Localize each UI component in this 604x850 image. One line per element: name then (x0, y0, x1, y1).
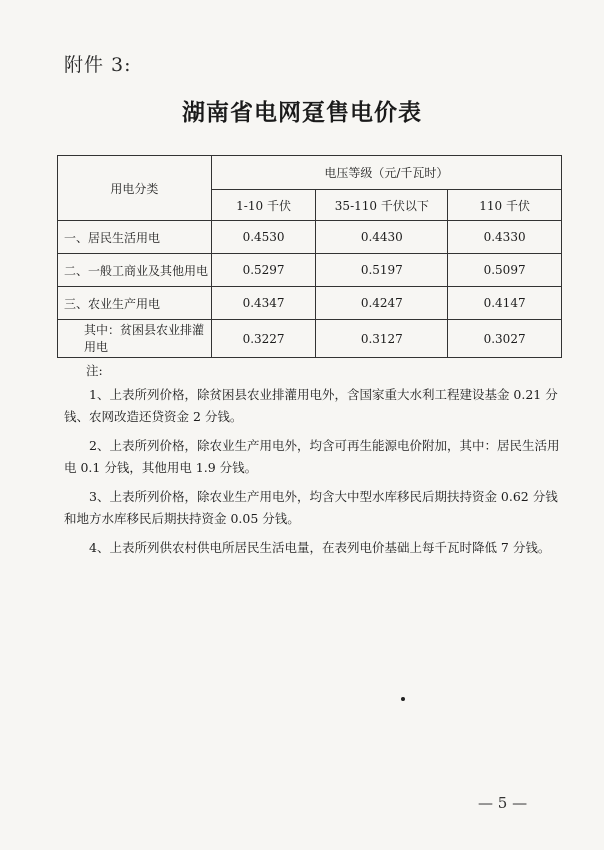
row-category: 二、一般工商业及其他用电 (58, 254, 212, 287)
voltage-header: 电压等级（元/千瓦时） (211, 156, 561, 190)
row-category: 三、农业生产用电 (58, 287, 212, 320)
tariff-table (57, 155, 562, 358)
note-item: 1、上表所列价格，除贫困县农业排灌用电外，含国家重大水利工程建设基金 0.21 分钱、农网改造还贷资金 2 分钱。 (64, 387, 558, 424)
price-cell: 0.4347 (211, 287, 316, 320)
page-number: — 5 — (478, 794, 528, 812)
table-row (58, 254, 562, 287)
price-cell: 0.5197 (316, 254, 448, 287)
table-header-row (58, 156, 562, 190)
table-row (58, 320, 562, 358)
price-cell: 0.4147 (448, 287, 562, 320)
document-title: 湖南省电网趸售电价表 (182, 99, 422, 126)
category-header: 用电分类 (58, 156, 212, 221)
attachment-label: 附件 3: (64, 54, 132, 76)
voltage-column-2: 35-110 千伏以下 (316, 190, 448, 221)
notes-label: 注: (86, 363, 103, 378)
price-cell: 0.4247 (316, 287, 448, 320)
table-row (58, 221, 562, 254)
table-row (58, 287, 562, 320)
price-cell: 0.4330 (448, 221, 562, 254)
row-category: 一、居民生活用电 (58, 221, 212, 254)
price-cell: 0.3027 (448, 320, 562, 358)
scan-speck (401, 697, 405, 701)
price-cell: 0.5097 (448, 254, 562, 287)
row-category: 其中：贫困县农业排灌用电 (58, 320, 212, 358)
price-cell: 0.3127 (316, 320, 448, 358)
notes-section (64, 360, 564, 566)
note-item: 3、上表所列价格，除农业生产用电外，均含大中型水库移民后期扶持资金 0.62 分钱和地方水库移民后期扶持资金 0.05 分钱。 (64, 489, 558, 526)
price-cell: 0.5297 (211, 254, 316, 287)
price-cell: 0.4530 (211, 221, 316, 254)
voltage-column-1: 1-10 千伏 (211, 190, 316, 221)
voltage-column-3: 110 千伏 (448, 190, 562, 221)
note-item: 4、上表所列供农村供电所居民生活电量，在表列电价基础上每千瓦时降低 7 分钱。 (89, 540, 551, 555)
note-item: 2、上表所列价格，除农业生产用电外，均含可再生能源电价附加，其中：居民生活用电 0.1 分钱，其他用电 1.9 分钱。 (64, 438, 560, 475)
price-cell: 0.3227 (211, 320, 316, 358)
price-cell: 0.4430 (316, 221, 448, 254)
